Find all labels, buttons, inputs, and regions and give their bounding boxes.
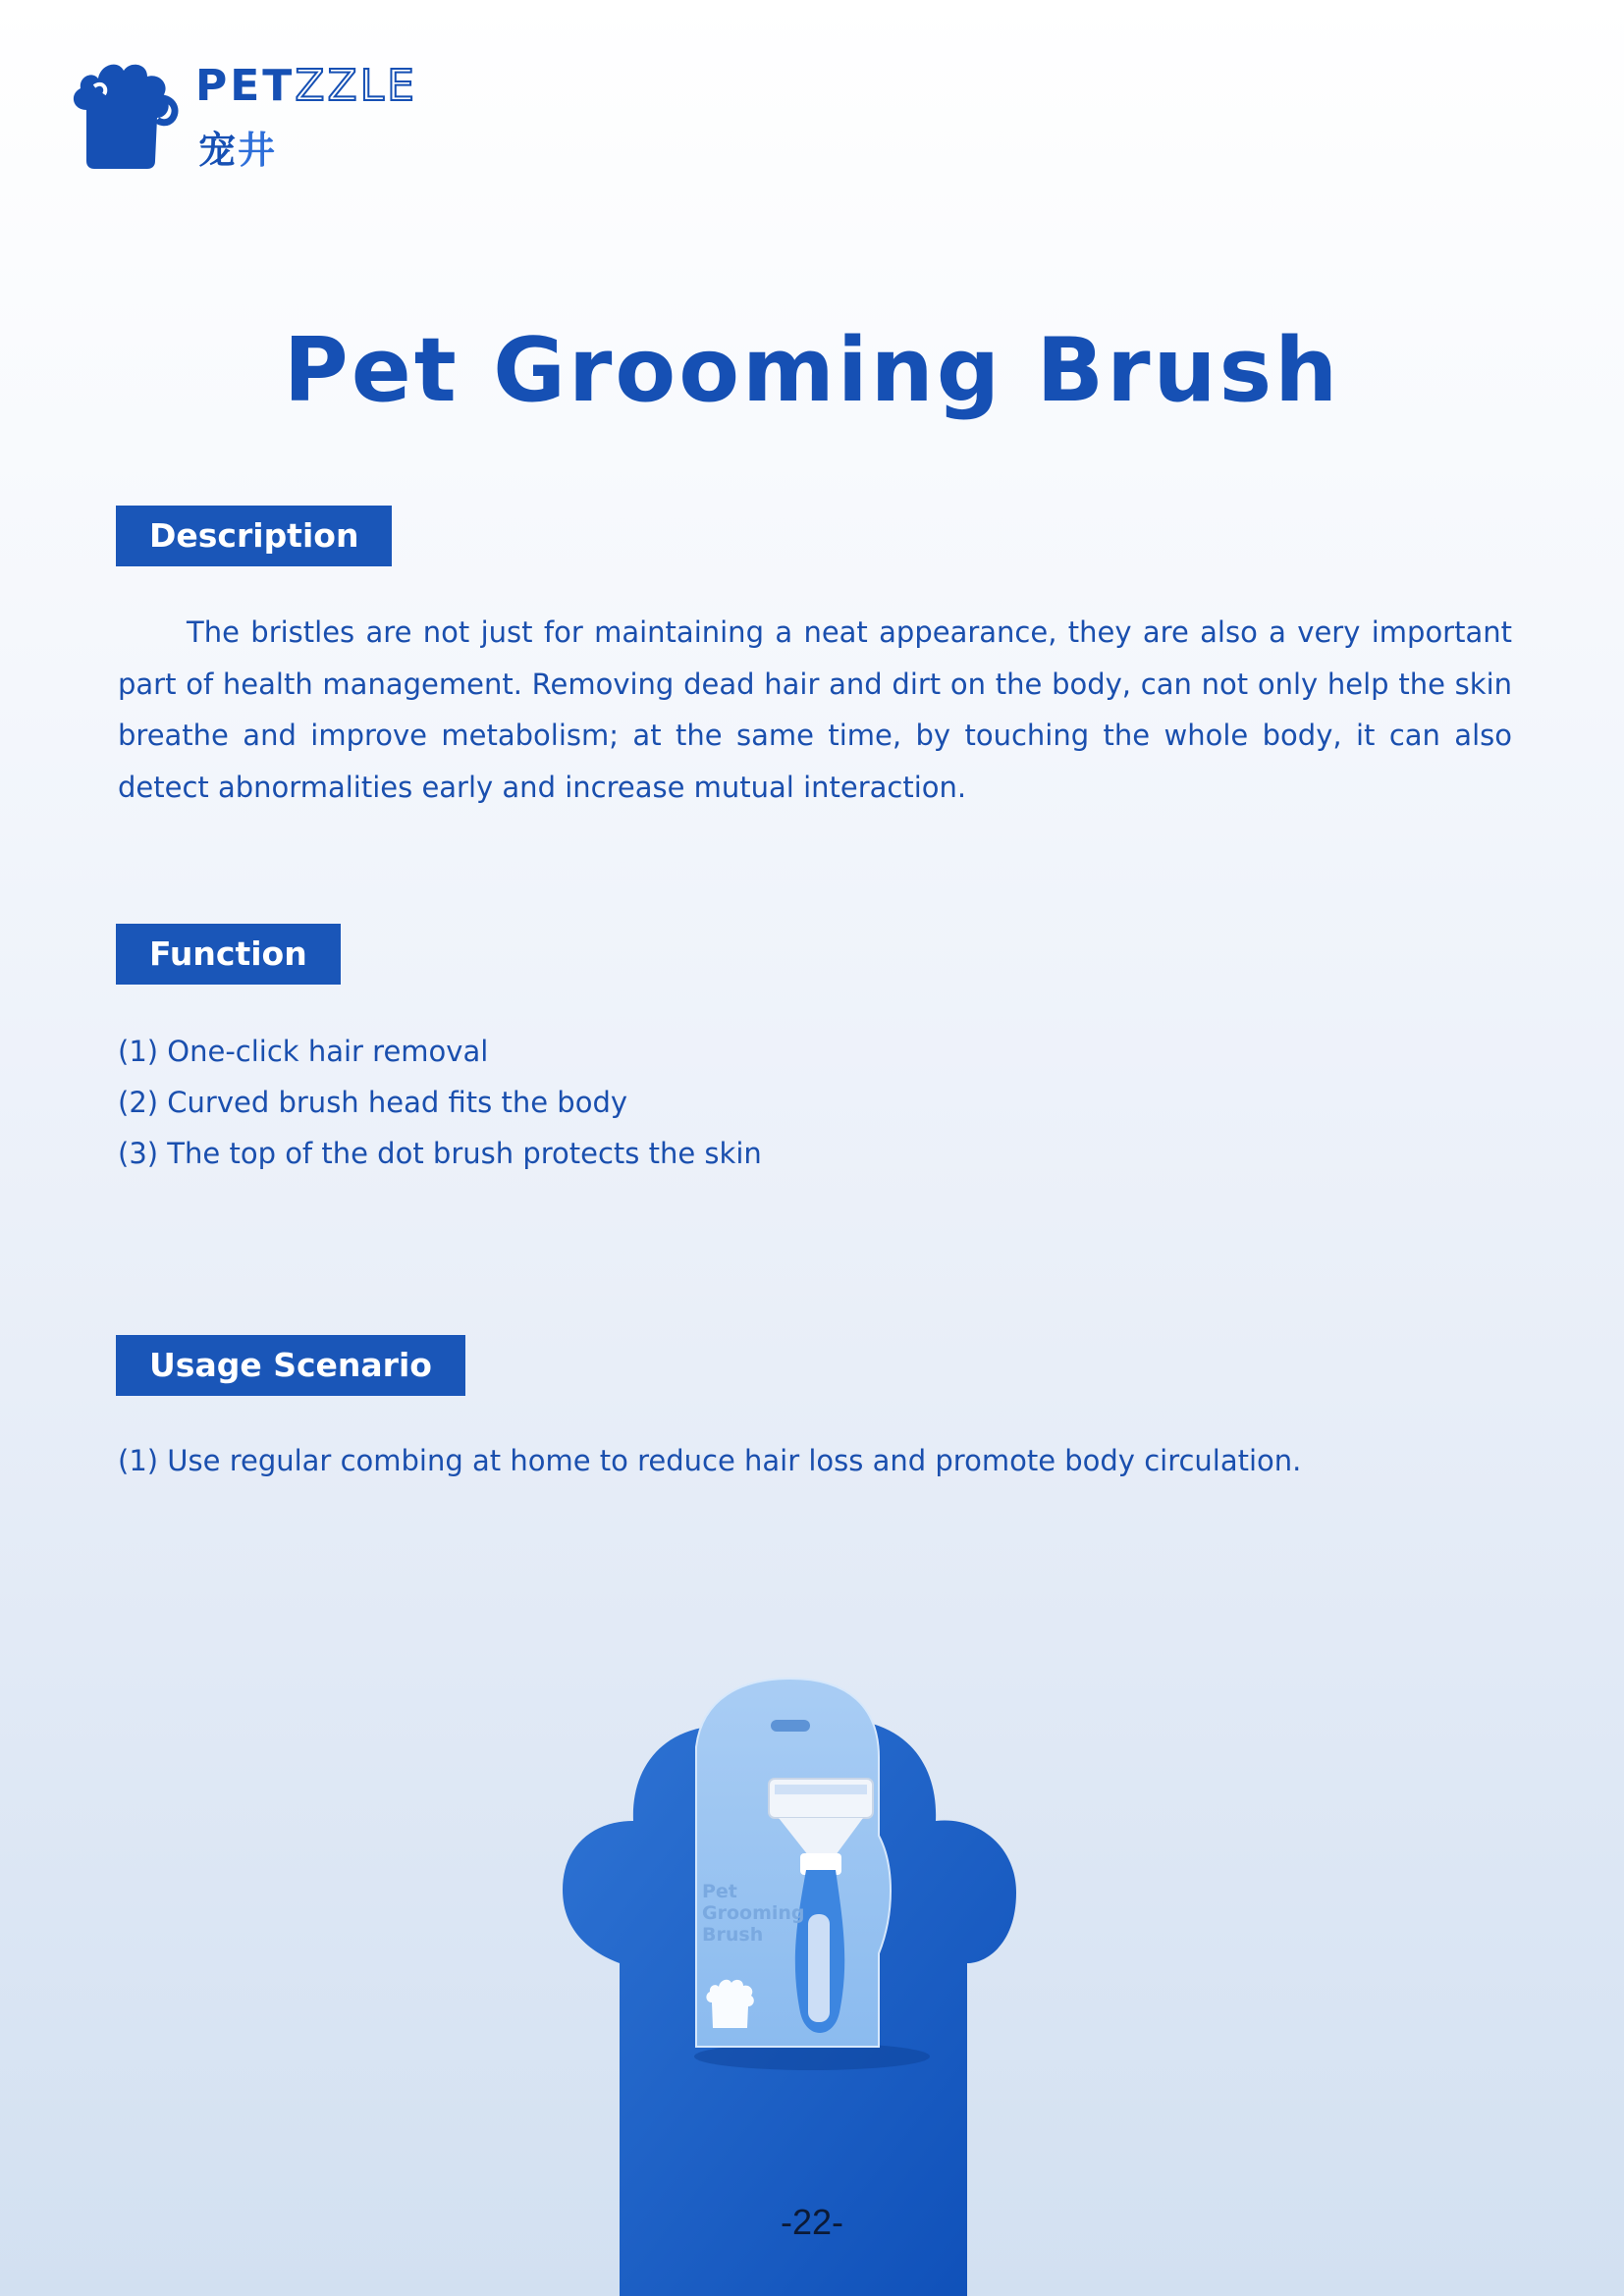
description-heading: Description <box>116 506 392 566</box>
list-item: (2) Curved brush head fits the body <box>118 1086 628 1119</box>
brand-name: PETZZLE <box>195 61 417 111</box>
package-text-line: Grooming <box>702 1902 805 1924</box>
usage-heading: Usage Scenario <box>116 1335 465 1396</box>
list-item: (1) Use regular combing at home to reduce hair loss and promote body circulation. <box>118 1444 1302 1477</box>
list-item: (3) The top of the dot brush protects the skin <box>118 1137 762 1170</box>
pet-logo-icon <box>65 51 183 174</box>
brand-logo <box>65 51 438 179</box>
package-text-line: Pet <box>702 1881 737 1902</box>
brand-name-cn: 宠井 <box>198 129 278 172</box>
page-number: -22- <box>780 2202 844 2242</box>
function-heading: Function <box>116 924 341 985</box>
list-item: (1) One-click hair removal <box>118 1035 489 1068</box>
package-text-line: Brush <box>702 1924 764 1946</box>
function-list <box>118 1026 762 1179</box>
description-text: The bristles are not just for maintaining a neat appearance, they are also a very important part of health management. Removing dead hair and dirt on the body, can not only help the skin breathe and improve metabolism; at the same time, by touching the whole body, it can also detect abnormalities early and increase mutual interaction. <box>118 615 1512 804</box>
page-title: Pet Grooming Brush <box>283 319 1341 422</box>
usage-list <box>118 1435 1301 1486</box>
